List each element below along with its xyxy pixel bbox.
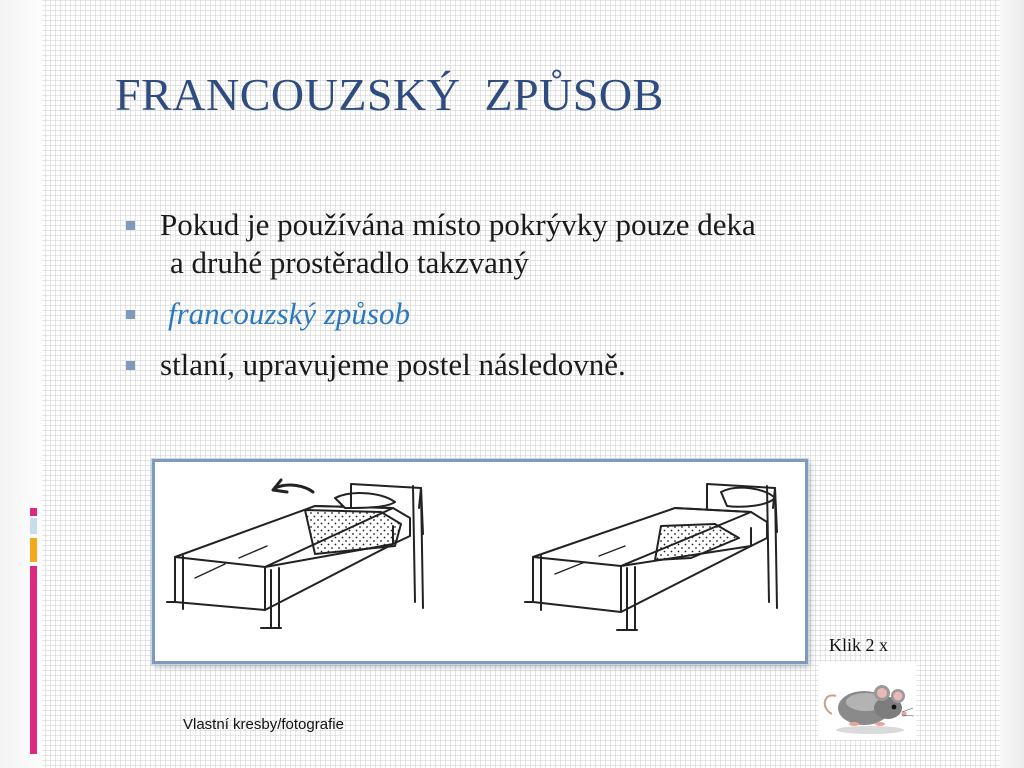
accent-bar-orange bbox=[30, 538, 37, 562]
bullet-item-2 bbox=[122, 295, 942, 333]
accent-bar-pink-long bbox=[30, 566, 37, 754]
square-bullet-icon bbox=[126, 361, 135, 370]
click-hint-label: Klik 2 x bbox=[829, 635, 889, 655]
bullet-3-text: stlaní, upravujeme postel následovně. bbox=[160, 347, 626, 382]
bed-left-icon bbox=[167, 480, 423, 628]
bullet-item-3 bbox=[122, 346, 942, 384]
mouse-animal-icon[interactable] bbox=[818, 662, 916, 740]
bed-illustration-frame bbox=[152, 459, 808, 664]
bullet-1-line-1: Pokud je používána místo pokrývky pouze deka bbox=[160, 207, 756, 242]
bullet-1-line-2: a druhé prostěradlo takzvaný bbox=[170, 245, 529, 280]
accent-bar-pink-small bbox=[30, 508, 37, 516]
bed-right-icon bbox=[525, 484, 777, 630]
square-bullet-icon bbox=[126, 310, 135, 319]
accent-bar-light-blue bbox=[30, 518, 37, 534]
square-bullet-icon bbox=[126, 221, 135, 230]
bullet-list bbox=[122, 206, 942, 397]
two-beds-drawing bbox=[155, 462, 805, 661]
right-decor-strip bbox=[1000, 0, 1024, 768]
bullet-2-text: francouzský způsob bbox=[168, 296, 410, 331]
bullet-item-1 bbox=[122, 206, 942, 282]
slide-title: FRANCOUZSKÝ ZPŮSOB bbox=[115, 69, 664, 120]
image-source-caption: Vlastní kresby/fotografie bbox=[183, 716, 344, 733]
